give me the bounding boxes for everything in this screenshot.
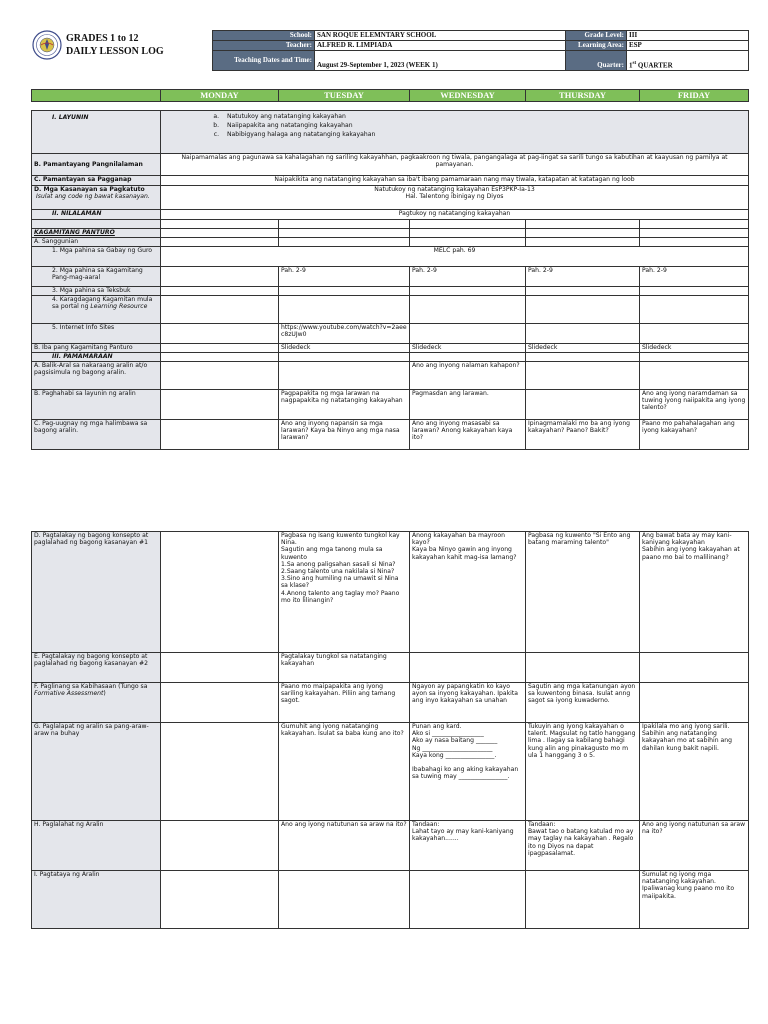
lesson-table-page1 (31, 110, 749, 450)
day-wednesday: WEDNESDAY (410, 90, 526, 102)
karagdagang-label: 4. Karagdagang Kagamitan mula sa portal ng Learning Resource (32, 296, 161, 324)
layunin-item: a. Natutukoy ang natatanging kakayahan (221, 113, 746, 120)
kagamitang-label: KAGAMITANG PANTURO (32, 229, 161, 238)
iba-thu: Slidedeck (526, 344, 640, 353)
f-label: F. Paglinang sa Kabihasaan (Tungo sa Formative Assessment) (32, 683, 161, 723)
dates-label: Teaching Dates and Time: (213, 51, 315, 71)
kasanayan-value (161, 186, 749, 210)
d-fri: Ang bawat bata ay may kani-kaniyang kakayahan Sabihin ang iyong kakayahan at paano mo bai to malilinang? (640, 532, 749, 653)
h-label: H. Paglalahat ng Aralin (32, 821, 161, 871)
kasanayan-line2: Hal. Talentong ibinigay ng Diyos (405, 193, 504, 201)
d-label: D. Pagtalakay ng bagong konsepto at paglalahad ng bagong kasanayan #1 (32, 532, 161, 653)
paguugnay-thu: Ipinagmamalaki mo ba ang iyong kakayahan? Paano? Bakit? (526, 420, 640, 450)
nilalaman-value: Pagtukoy ng natatanging kakayahan (161, 210, 749, 220)
gabay-label: 1. Mga pahina sa Gabay ng Guro (32, 247, 161, 267)
g-thu: Tukuyin ang iyong kakayahan o talent. Magsulat ng tatlo hanggang lima . Ilagay sa kabilang bahagi kung alin ang pinakagusto mo m ula 1 hanggang 3 o 5. (526, 723, 640, 821)
lesson-table-page2 (31, 531, 749, 929)
internet-link[interactable]: https://www.youtube.com/watch?v=2aeec8zUJw0 (279, 324, 410, 344)
iba-wed: Slidedeck (410, 344, 526, 353)
h-thu: Bawat tao o batang katulad mo ay may taglay na kakayahan . Regalo ito ng Diyos na dapat ipagpasalamat. (528, 828, 634, 857)
area-label: Learning Area: (566, 41, 627, 51)
day-thursday: THURSDAY (526, 90, 640, 102)
h-thu-cell (526, 821, 640, 871)
g-tue: Gumuhit ang iyong natatanging kakayahan. Isulat sa baba kung ano ito? (279, 723, 410, 821)
pamantayan-pagganap-label: C. Pamantayan sa Pagganap (32, 176, 161, 186)
d-tue: Pagbasa ng isang kuwento tungkol kay Nina. Sagutin ang mga tanong mula sa kuwento 1.Sa anong paligsahan sasali si Nina? 2.Saang talento una nakilala si Nina? 3.Sino ang humiling na umawit si Nina sa klase? 4.Anong talento ang taglay mo? Paano mo ito lilinangin? (279, 532, 410, 653)
layunin-list (163, 113, 746, 139)
kagamitang-pang-fri: Pah. 2-9 (640, 267, 749, 287)
gabay-value: MELC pah. 69 (161, 247, 749, 267)
grade-value: III (627, 31, 749, 41)
paguugnay-wed: Ano ang inyong masasabi sa larawan? Anong kakayahan kaya ito? (410, 420, 526, 450)
header-info-table (212, 30, 749, 71)
pamantayan-pagganap-value: Naipakikita ang natatanging kakayahan sa iba't ibang pamamaraan nang may tiwala, katapatan at katatagan ng loob (161, 176, 749, 186)
kasanayan-label-cell (32, 186, 161, 210)
h-tue: Ano ang iyong natutunan sa araw na ito? (279, 821, 410, 871)
quarter-label: Quarter: (566, 51, 627, 71)
pamantayang-pangnilalaman-label: B. Pamantayang Pangnilalaman (32, 154, 161, 176)
paghahabi-wed: Pagmasdan ang larawan. (410, 390, 526, 420)
balik-label: A. Balik-Aral sa nakaraang aralin at/o pagsisimula ng bagong aralin. (32, 362, 161, 390)
day-monday: MONDAY (161, 90, 279, 102)
i-fri: Sumulat ng iyong mga natatanging kakayahan. Ipaliwanag kung paano mo ito maiipakita. (640, 871, 749, 929)
d-wed: Anong kakayahan ba mayroon kayo? Kaya ba Ninyo gawin ang inyong kakayahan kahit mag-isa lamang? (410, 532, 526, 653)
kasanayan-label: D. Mga Kasanayan sa Pagkatuto (34, 186, 145, 193)
paghahabi-label: B. Paghahabi sa layunin ng aralin (32, 390, 161, 420)
layunin-cell (161, 111, 749, 154)
day-friday: FRIDAY (640, 90, 749, 102)
teacher-label: Teacher: (213, 41, 315, 51)
paguugnay-label: C. Pag-uugnay ng mga halimbawa sa bagong aralin. (32, 420, 161, 450)
internet-label: 5. Internet Info Sites (32, 324, 161, 344)
quarter-value: 1st QUARTER (627, 51, 749, 71)
h-thu-title: Tandaan: (528, 821, 556, 828)
kagamitang-pang-tue: Pah. 2-9 (279, 267, 410, 287)
kagamitang-pang-thu: Pah. 2-9 (526, 267, 640, 287)
pamamaraan-label: III. PAMAMARAAN (32, 353, 161, 362)
iba-fri: Slidedeck (640, 344, 749, 353)
teacher-value: ALFRED R. LIMPIADA (315, 41, 566, 51)
paguugnay-tue: Ano ang inyong napansin sa mga larawan? Kaya ba Ninyo ang mga nasa larawan? (279, 420, 410, 450)
kagamitang-pang-wed: Pah. 2-9 (410, 267, 526, 287)
deped-seal-icon (32, 30, 62, 60)
h-fri: Ano ang iyong natutunan sa araw na ito? (640, 821, 749, 871)
paguugnay-fri: Paano mo pahahalagahan ang iyong kakayahan? (640, 420, 749, 450)
g-label: G. Paglalapat ng aralin sa pang-araw-araw na buhay (32, 723, 161, 821)
title-line1: GRADES 1 to 12 (66, 33, 139, 44)
paghahabi-tue: Pagpapakita ng mga larawan na nagpapakita ng natatanging kakayahan (279, 390, 410, 420)
grade-label: Grade Level: (566, 31, 627, 41)
day-header-empty (32, 90, 161, 102)
day-header-row (31, 89, 749, 102)
teksbuk-label: 3. Mga pahina sa Teksbuk (32, 287, 161, 296)
sanggunian-label: A. Sanggunian (32, 238, 161, 247)
nilalaman-label: II. NILALAMAN (32, 210, 161, 220)
kasanayan-line1: Natutukoy ng natatanging kakayahan EsP3PKP-Ia-13 (374, 186, 535, 193)
title-line2: DAILY LESSON LOG (66, 46, 164, 57)
f-wed: Ngayon ay papangkatin ko kayo ayon sa inyong kakayahan. Ipakita ang inyo kakayahan sa unahan (410, 683, 526, 723)
paghahabi-fri: Ano ang iyong naramdaman sa tuwing iyong naiipakita ang iyong talento? (640, 390, 749, 420)
day-tuesday: TUESDAY (279, 90, 410, 102)
f-thu: Sagutin ang mga katanungan ayon sa kuwentong binasa. Isulat anng sagot sa iyong kuwaderno. (526, 683, 640, 723)
g-fri: Ipakilala mo ang iyong sarili. Sabihin ang natatanging kakayahan mo at sabihin ang dahilan kung bakit napili. (640, 723, 749, 821)
h-wed-cell (410, 821, 526, 871)
layunin-item: b. Naiipapakita ang natatanging kakayahan (221, 122, 746, 129)
e-tue: Pagtalakay tungkol sa natatanging kakayahan (279, 653, 410, 683)
kagamitang-pang-label: 2. Mga pahina sa Kagamitang Pang-mag-aaral (32, 267, 161, 287)
layunin-label: I. LAYUNIN (32, 111, 161, 154)
iba-label: B. Iba pang Kagamitang Panturo (32, 344, 161, 353)
dates-value: August 29-September 1, 2023 (WEEK 1) (315, 51, 566, 71)
g-wed: Punan ang kard. Ako si _________________ Ako ay nasa baitang _______ Ng _______________________ Kaya kong ________________. Ibabahagi ko ang aking kakayahan sa tuwing may ________________. (410, 723, 526, 821)
kasanayan-sub: Isulat ang code ng bawat kasanayan. (36, 193, 150, 201)
area-value: ESP (627, 41, 749, 51)
e-label: E. Pagtalakay ng bagong konsepto at paglalahad ng bagong kasanayan #2 (32, 653, 161, 683)
d-thu: Pagbasa ng kuwento "Si Ento ang batang maraming talento" (526, 532, 640, 653)
h-wed-title: Tandaan: (412, 821, 440, 828)
h-wed: Lahat tayo ay may kani-kaniyang kakayahan....... (412, 828, 514, 843)
pamantayang-pangnilalaman-value: Naipamamalas ang pagunawa sa kahalagahan ng sariling kakayahhan, pagkaakroon ng tiwala, pangangalaga at pag-iingat sa sarili tungo sa kabutihan at kaayusan ng pamilya at pamayanan. (161, 154, 749, 176)
school-label: School: (213, 31, 315, 41)
layunin-item: c. Nabibigyang halaga ang natatanging kakayahan (221, 131, 746, 138)
school-value: SAN ROQUE ELEMNTARY SCHOOL (315, 31, 566, 41)
f-tue: Paano mo maipapakita ang iyong sariling kakayahan. Piliin ang tamang sagot. (279, 683, 410, 723)
i-label: I. Pagtataya ng Aralin (32, 871, 161, 929)
iba-tue: Slidedeck (279, 344, 410, 353)
balik-wed: Ano ang inyong nalaman kahapon? (410, 362, 526, 390)
